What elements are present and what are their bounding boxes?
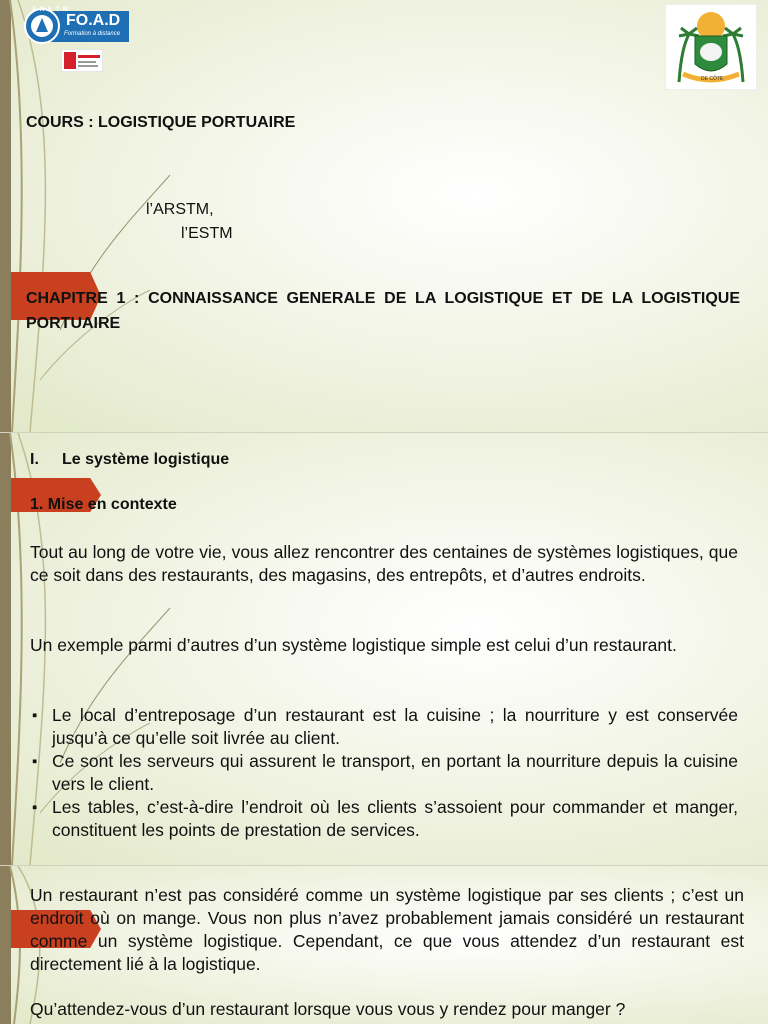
left-accent-bar xyxy=(0,866,11,1024)
coat-of-arms-motto: DE CÔTE xyxy=(701,76,724,82)
foad-logo-badge: A R S T M xyxy=(32,7,69,13)
slide-2 xyxy=(0,433,768,865)
list-item: ▪ Ce sont les serveurs qui assurent le transport, en portant la nourriture depuis la cuisine vers le client. xyxy=(30,750,738,796)
context-paragraph-2: Un exemple parmi d’autres d’un système logistique simple est celui d’un restaurant. xyxy=(30,635,677,655)
institution-arstm: l’ARSTM, xyxy=(146,201,214,218)
left-accent-bar xyxy=(0,0,11,432)
certification-logo xyxy=(61,49,103,72)
restaurant-paragraph: Un restaurant n’est pas considéré comme un système logistique par ses clients ; c’est un endroit où on mange. Vous non plus n’avez probablement jamais considéré un restaurant comme un système logistique. Cependant, ce que vous attendez d’un restaurant est directement lié à la logistique. xyxy=(30,885,744,974)
foad-logo xyxy=(22,8,129,45)
slide-3 xyxy=(0,866,768,1024)
slide-1 xyxy=(0,0,768,432)
foad-logo-tagline: Formation à distance xyxy=(64,31,121,37)
list-item: ▪ Les tables, c’est-à-dire l’endroit où les clients s’assoient pour commander et manger, constituent les points de prestation de services. xyxy=(30,796,738,842)
coat-of-arms-logo xyxy=(665,4,757,90)
chapter-title: CHAPITRE 1 : CONNAISSANCE GENERALE DE LA LOGISTIQUE ET DE LA LOGISTIQUE PORTUAIRE xyxy=(26,290,740,332)
restaurant-bullet-list xyxy=(30,704,738,842)
course-title: COURS : LOGISTIQUE PORTUAIRE xyxy=(26,114,296,131)
restaurant-question: Qu’attendez-vous d’un restaurant lorsque vous vous y rendez pour manger ? xyxy=(30,999,626,1019)
decorative-stems xyxy=(0,0,768,432)
foad-logo-brand: FO.A.D xyxy=(66,12,121,29)
context-paragraph-1: Tout au long de votre vie, vous allez rencontrer des centaines de systèmes logistiques, que ce soit dans des restaurants, des magasins, des entrepôts, et d’autres endroits. xyxy=(30,542,738,585)
list-item: ▪ Le local d’entreposage d’un restaurant est la cuisine ; la nourriture y est conservée jusqu’à ce qu’elle soit livrée au client. xyxy=(30,704,738,750)
left-accent-bar xyxy=(0,433,11,865)
section-number: I. xyxy=(30,451,39,468)
section-title: Le système logistique xyxy=(62,451,230,468)
subsection-title: 1. Mise en contexte xyxy=(30,496,177,513)
institution-estm: l’ESTM xyxy=(181,225,233,242)
